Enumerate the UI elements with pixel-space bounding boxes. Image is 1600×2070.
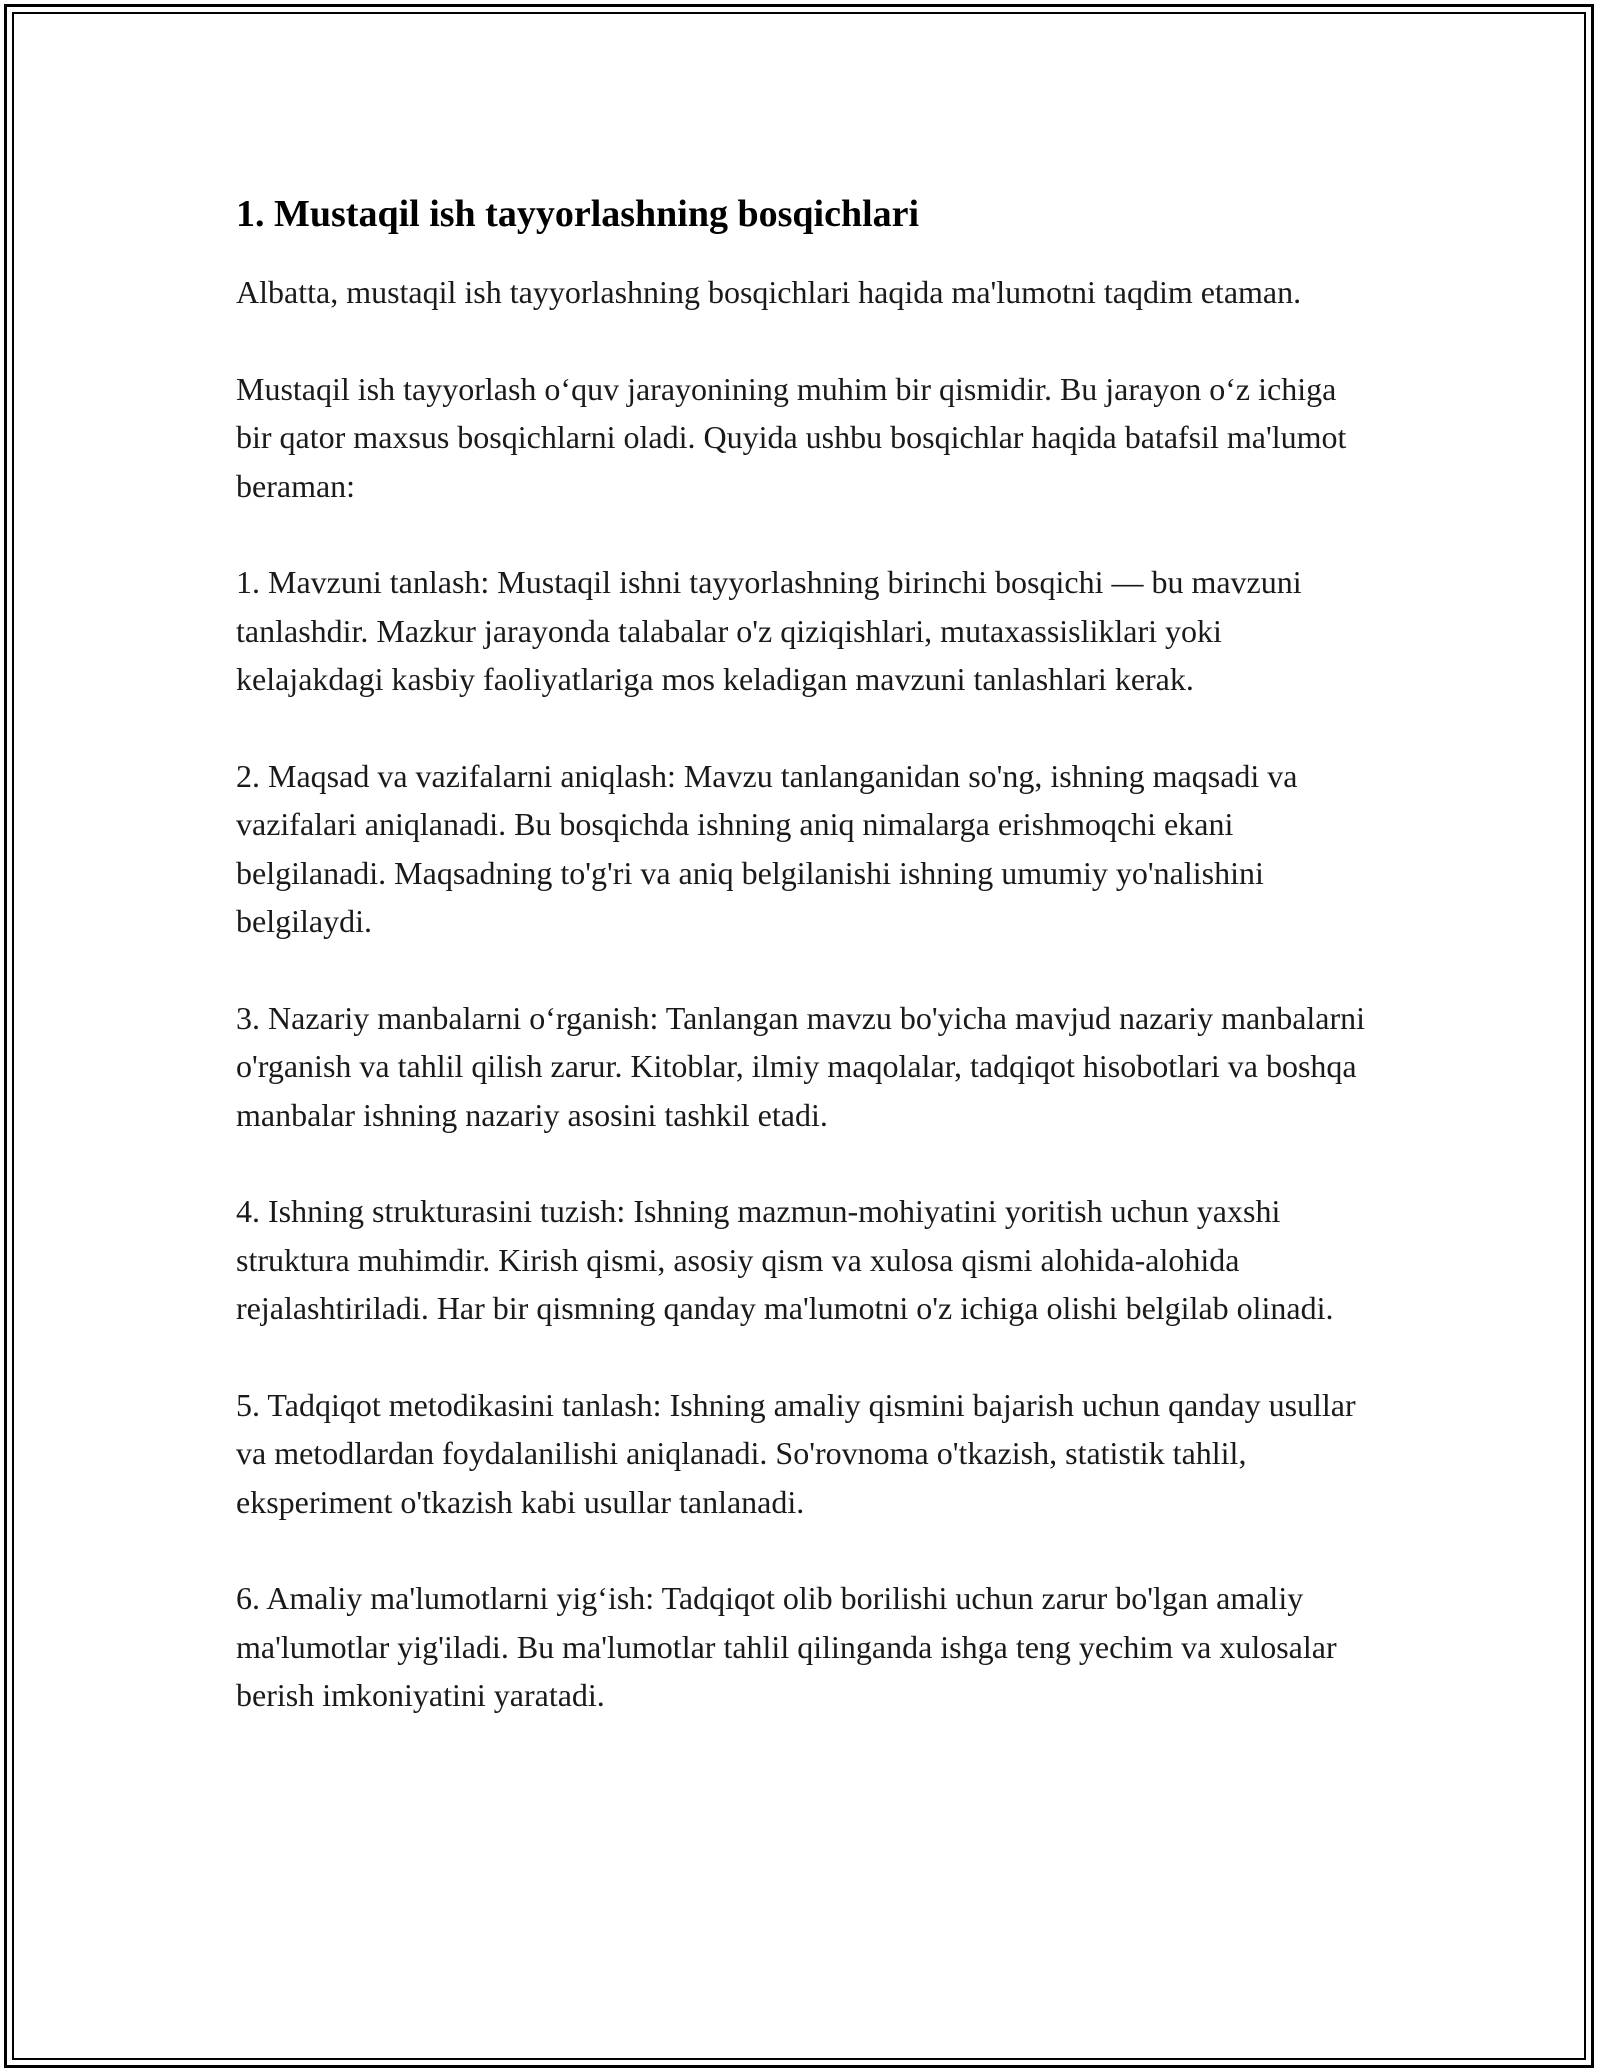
page-title: 1. Mustaqil ish tayyorlashning bosqichlari: [236, 193, 920, 235]
paragraph-overview: Mustaqil ish tayyorlash o‘quv jarayonining muhim bir qismidir. Bu jarayon o‘z ichiga bir qator maxsus bosqichlarni oladi. Quyida ushbu bosqichlar haqida batafsil ma'lumot beraman:: [236, 370, 1347, 504]
paragraph-step-3: 3. Nazariy manbalarni o‘rganish: Tanlangan mavzu bo'yicha mavjud nazariy manbalarni o'rganish va tahlil qilish zarur. Kitoblar, ilmiy maqolalar, tadqiqot hisobotlari va boshqa manbalar ishning nazariy asosini tashkil etadi.: [236, 999, 1366, 1133]
paragraph-step-2: 2. Maqsad va vazifalarni aniqlash: Mavzu tanlanganidan so'ng, ishning maqsadi va vazifalari aniqlanadi. Bu bosqichda ishning aniq nimalarga erishmoqchi ekani belgilanadi. Maqsadning to'g'ri va aniq belgilanishi ishning umumiy yo'nalishini belgilaydi.: [236, 757, 1298, 939]
paragraph-intro: Albatta, mustaqil ish tayyorlashning bosqichlari haqida ma'lumotni taqdim etaman.: [236, 274, 1302, 310]
paragraph-step-1: 1. Mavzuni tanlash: Mustaqil ishni tayyorlashning birinchi bosqichi — bu mavzuni tanlashdir. Mazkur jarayonda talabalar o'z qiziqishlari, mutaxassisliklari yoki kelajakdagi kasbiy faoliyatlariga mos keladigan mavzuni tanlashlari kerak.: [236, 564, 1302, 697]
document-body: [236, 188, 1376, 1768]
paragraph-step-4: 4. Ishning strukturasini tuzish: Ishning mazmun-mohiyatini yoritish uchun yaxshi struktura muhimdir. Kirish qismi, asosiy qism va xulosa qismi alohida-alohida rejalashtiriladi. Har bir qismning qanday ma'lumotni o'z ichiga olishi belgilab olinadi.: [236, 1193, 1334, 1326]
paragraph-step-5: 5. Tadqiqot metodikasini tanlash: Ishning amaliy qismini bajarish uchun qanday usullar va metodlardan foydalanilishi aniqlanadi. So'rovnoma o'tkazish, statistik tahlil, eksperiment o'tkazish kabi usullar tanlanadi.: [236, 1386, 1356, 1520]
paragraph-step-6: 6. Amaliy ma'lumotlarni yig‘ish: Tadqiqot olib borilishi uchun zarur bo'lgan amaliy ma'lumotlar yig'iladi. Bu ma'lumotlar tahlil qilinganda ishga teng yechim va xulosalar berish imkoniyatini yaratadi.: [236, 1580, 1337, 1713]
